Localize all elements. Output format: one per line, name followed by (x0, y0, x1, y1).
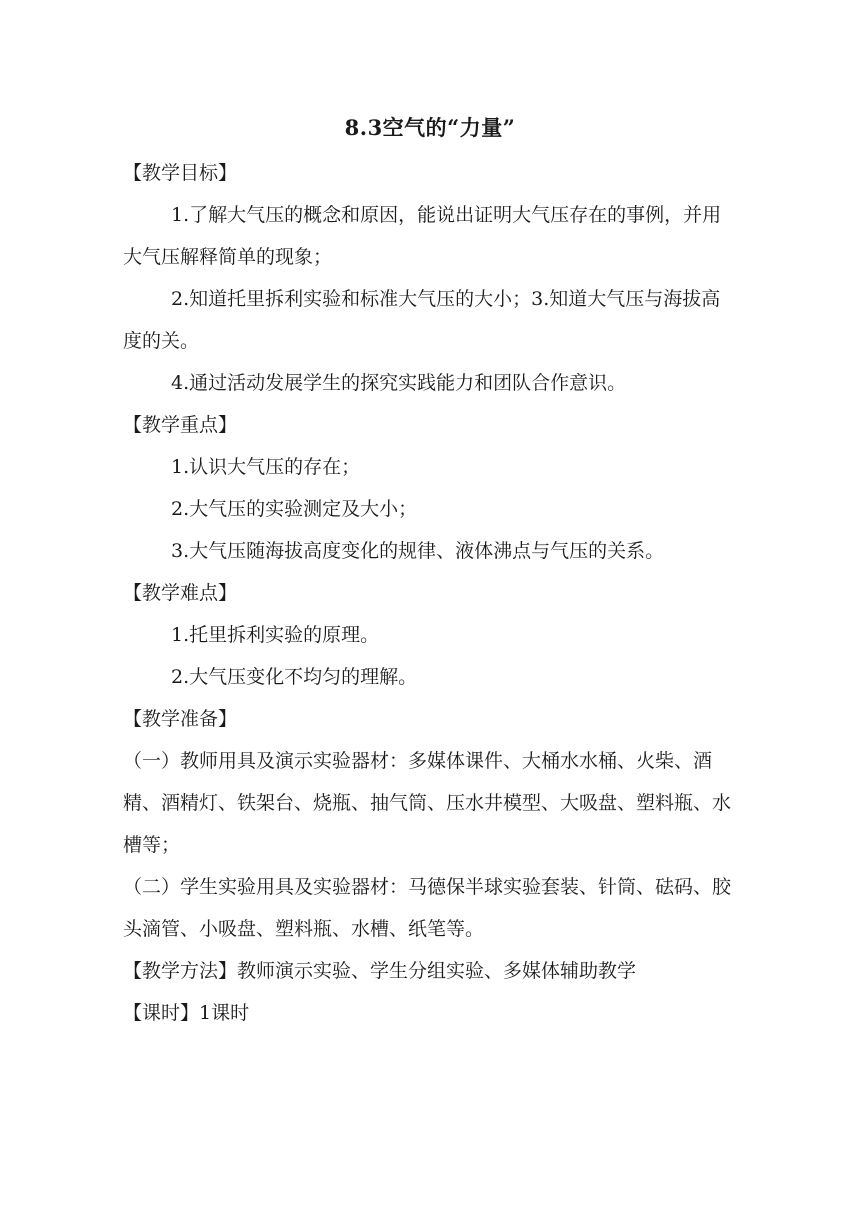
methods-line (123, 950, 738, 992)
methods-heading: 【教学方法】 (123, 960, 238, 982)
objective-item: 1.了解大气压的概念和原因，能说出证明大气压存在的事例，并用大气压解释简单的现象； (123, 204, 722, 268)
page-title: 8.3空气的“力量” (344, 115, 516, 140)
duration-heading: 【课时】 (123, 1002, 200, 1024)
difficulty-item: 2.大气压变化不均匀的理解。 (171, 666, 418, 688)
key-point-item: 2.大气压的实验测定及大小； (171, 498, 418, 520)
key-points-heading: 【教学重点】 (123, 414, 238, 436)
difficulty-item: 1.托里拆利实验的原理。 (171, 624, 380, 646)
duration-text: 1课时 (199, 1002, 250, 1024)
preparation-item: （一）教师用具及演示实验器材：多媒体课件、大桶水水桶、火柴、酒精、酒精灯、铁架台、烧瓶、抽气筒、压水井模型、大吸盘、塑料瓶、水槽等； (123, 750, 732, 856)
objective-item: 4.通过活动发展学生的探究实践能力和团队合作意识。 (171, 372, 627, 394)
methods-text: 教师演示实验、学生分组实验、多媒体辅助教学 (237, 960, 637, 982)
preparation-heading: 【教学准备】 (123, 708, 238, 730)
objective-item: 2.知道托里拆利实验和标准大气压的大小；3.知道大气压与海拔高度的关。 (123, 288, 721, 352)
duration-line (123, 992, 738, 1034)
preparation-item: （二）学生实验用具及实验器材：马德保半球实验套装、针筒、砝码、胶头滴管、小吸盘、塑料瓶、水槽、纸笔等。 (123, 876, 732, 940)
key-point-item: 3.大气压随海拔高度变化的规律、液体沸点与气压的关系。 (171, 540, 665, 562)
objectives-heading: 【教学目标】 (123, 162, 238, 184)
document-body (123, 152, 738, 1034)
difficulties-heading: 【教学难点】 (123, 582, 238, 604)
key-point-item: 1.认识大气压的存在； (171, 456, 361, 478)
